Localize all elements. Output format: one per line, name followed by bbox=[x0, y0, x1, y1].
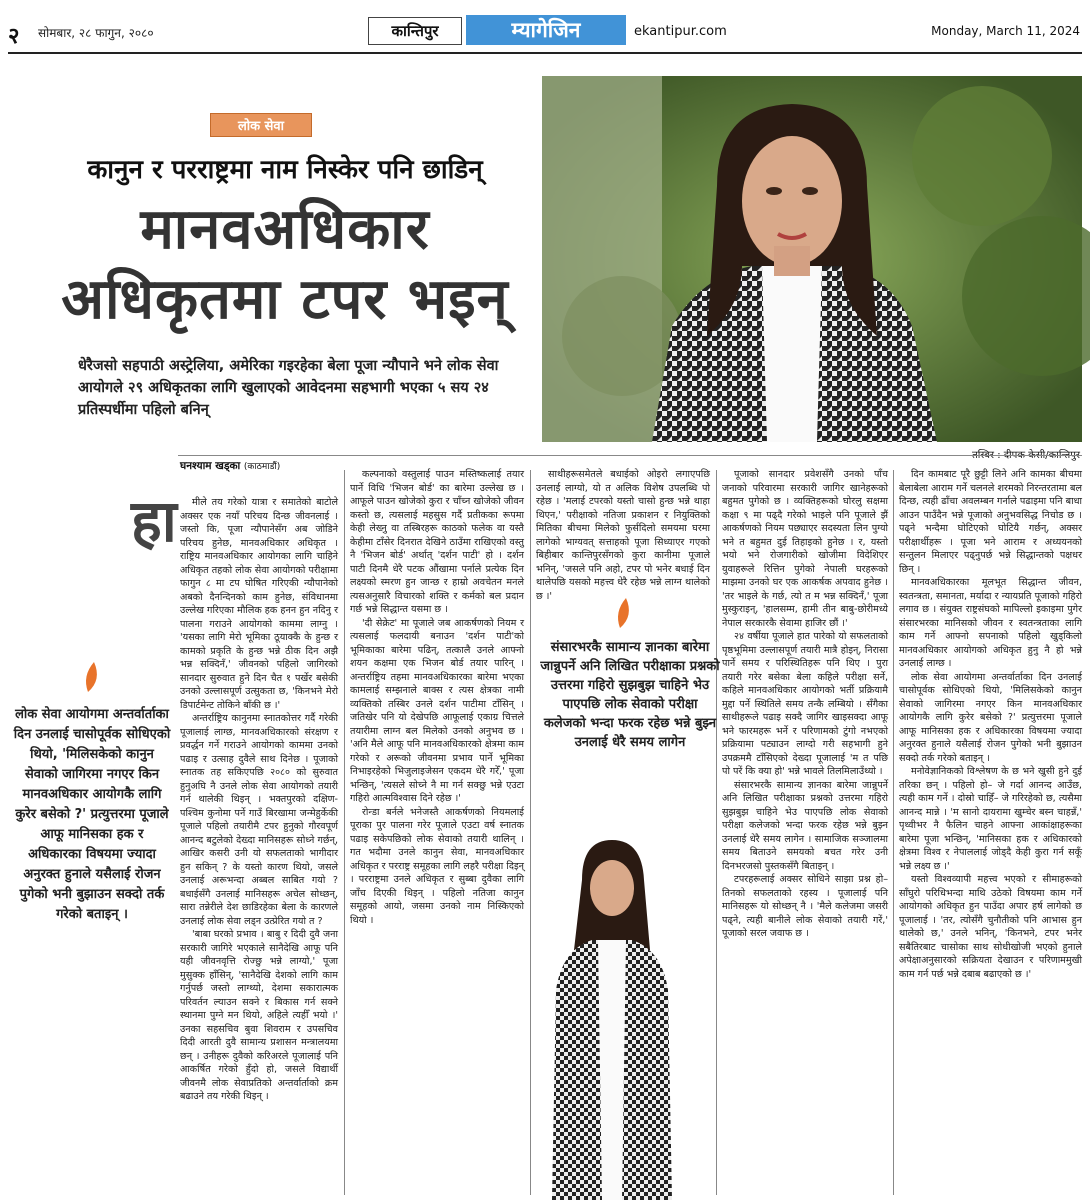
paragraph: मानवअधिकारका मूलभूत सिद्धान्त जीवन, स्वतन्त्रता, समानता, मर्यादा र न्यायप्रति पूजाको गहिरो लगाव छ । संयुक्त राष्ट्रसंघको मापिल्लो इकाइमा पुगेर संसारभरका मानिसको जीवन र स्वतन्त्रताका लागि काम गर्ने आफ्नो सपनाको पहिलो खुड्किलो मानवअधिकार आयोगको अधिकृत हुनु नै हो भन्ने उनलाई लाग्छ । bbox=[899, 577, 1082, 669]
full-figure-illustration bbox=[532, 840, 692, 1200]
paragraph: मनोवेज्ञानिकको विश्लेषण के छ भने खुसी हुने दुई तरिका छन् । पहिलो हो– जे गर्दा आनन्द आउँछ, त्यही काम गर्ने । दोस्रो चाहिँ– जे गरिरहेको छ, त्यसैमा आनन्द मान्ने । 'म सानो दायरामा खुम्चेर बस्न चाहन्नँ,' पृथ्वीभर नै फैलिन चाहने आफ्ना आकांक्षाहरूका बारेमा पूजा भन्छिन्, 'मानिसका हक र अधिकारको क्षेत्रमा विश्व र नेपाललाई जोड्दै केही कुरा गर्न सकूँ भन्ने लक्ष्य छ ।' bbox=[899, 766, 1082, 872]
nepali-date: सोमबार, २८ फागुन, २०८० bbox=[38, 26, 154, 40]
paragraph: संसारभरकै सामान्य ज्ञानका बारेमा जान्नुपर्ने अनि लिखित परीक्षाका प्रश्नको उत्तरमा गहिरो सुझबुझ चाहिने भेउ पाएपछि लोक सेवाको परीक्षा कलेजको भन्दा फरक रहेछ भन्ने बुझ्न उनलाई धेरै समय लागेन । सामाजिक सञ्जालमा समय बिताउने समयको बचत गरेर उनी दिनभरजसो पुस्तकसँगै बिताइन् । bbox=[722, 779, 888, 872]
paragraph: कल्पनाको वस्तुलाई पाउन मस्तिष्कलाई तयार पार्ने विधि 'भिजन बोर्ड' का बारेमा उल्लेख छ । आफूले पाउन खोजेको कुरा र चाँच्न खोजेको जीवन कस्तो छ, त्यसलाई महसुस गर्दै प्रतीकका रूपमा केही लेख्नु वा तस्बिरहरू काठको फलेक वा यस्तै केहीमा टाँसेर दिनरात देखिने ठाउँमा राखिएको वस्तु नै 'भिजन बोर्ड' अर्थात् 'दर्शन पाटी' हो । दर्शन पाटी दिनमै धेरै पटक औंखामा पर्नाले प्रत्येक दिन लक्ष्यको स्मरण हुन जान्छ र हाम्रो अवचेतन मनले त्यसअनुसारै विचारको शक्ति र कर्मको बल प्रदान गर्छ भन्ने सिद्धान्त यसमा छ । bbox=[350, 469, 524, 615]
byline bbox=[180, 459, 280, 473]
paragraph: लोक सेवा आयोगमा अन्तर्वार्ताका दिन उनलाई चासोपूर्वक सोधिएको थियो, 'मिलिसकेको कानुन सेवाको जागिरमा नगएर किन मानवअधिकार आयोगकै लागि कुरेर बसेको ?' प्रत्युत्तरमा पूजाले आफू मानिसका हक र अधिकारका विषयमा ज्यादा अनुरक्त हुनाले यसैलाई रोजन पुगेको भनी बुझाउन सक्दो तर्क गरेको बताइन् । bbox=[899, 671, 1082, 764]
headline-line-2: अधिकृतमा टपर भइन् bbox=[61, 267, 509, 332]
column-rule bbox=[716, 470, 717, 1195]
byline-name: घनश्याम खड्का bbox=[180, 460, 241, 472]
paragraph: मीले तय गरेको यात्रा र समातेको बाटोले अक्सर एक नयाँ परिचय दिन्छ जीवनलाई । जस्तो कि, पूजा न्यौपानेसँग अब जोडिने परिचय हुनेछ, मानवअधिकार अधिकृत । राष्ट्रिय मानवअधिकार आयोगका लागि चाहिने अधिकृत तहको लोक सेवा आयोगको परीक्षामा फागुन ८ मा टप घोषित गरिएकी न्यौपानेको अबको दैनन्दिनको काम हुनेछ, संविधानमा उल्लेख गरिएका मौलिक हक हनन हुन नदिनु र पालना गराउने आयोगको काममा लाग्नु । 'यसका लागि मेरो भूमिका ठूयाक्कै के हुन्छ र कामको प्रकृति के हुन्छ भन्ने ठीक दिन अझै भन्न सक्दिनँ,' जीवनको पहिलो जागिरको सानदार सुरुवात हुने दिन चैत १ पर्खेर बसेकी उनको उल्लासपूर्ण उत्सुकता छ, 'किनभने मेरो डिपार्टमेन्ट तोकिने बाँकी छ ।' bbox=[180, 497, 338, 711]
english-date: Monday, March 11, 2024 bbox=[931, 24, 1080, 38]
standfirst: धेरैजसो सहपाठी अस्ट्रेलिया, अमेरिका गइरहेका बेला पूजा न्यौपाने भने लोक सेवा आयोगले २९ अधिकृतका लागि खुलाएको आवेदनमा सहभागी भएका ५ सय २४ प्रतिस्पर्धीमा पहिलो बनिन् bbox=[78, 358, 499, 418]
kicker: कानुन र परराष्ट्रमा नाम निस्केर पनि छाडिन् bbox=[87, 155, 483, 185]
quote-mark-icon bbox=[612, 596, 636, 634]
article-column-3 bbox=[536, 468, 710, 602]
paragraph: पूजाको सानदार प्रवेशसँगै उनको पाँच जनाको परिवारमा सरकारी जागिर खानेहरूको बहुमत पुगेको छ । व्यक्तिहरूको घोरलु सक्षमा कक्षा ९ मा पढ्दै गरेको भाइले पनि पूजाले झैं आकर्षणको नियम पछ्याएर सदस्यता लिन पुग्यो भने त बहुमत दुई तिहाइको हुनेछ । र, यस्तो भयो भने रोजगारीको खोजीमा विदेशिएर युवाहरूले रित्तिन पुगेको नेपाली घरहरूको माझमा उनको घर एक आकर्षक अपवाद हुनेछ । 'तर भाइले के गर्छ, त्यो त म भन्न सक्दिनँ,' पूजा मुस्कुराइन्, 'हालसम्म, हामी तीन बाबु-छोरीमध्ये नेपाल सरकारकै सेवामा हाजिर छौं ।' bbox=[722, 469, 888, 629]
column-rule bbox=[893, 470, 894, 1195]
paragraph: दिन कामबाट पूरै छुट्टी लिने अनि कामका बीचमा बेलाबेला आराम गर्ने चलनले शरमको निरन्तरतामा बल दिन्छ, त्यही ढाँचा अवलम्बन गर्नाले पढाइमा पनि बाधा आउन पाउँदैन भन्ने पूजाको अनुभवसिद्ध निचोड छ । पढ्ने भन्दैमा घोटिएको घोटियै गर्छन्, अक्सर परीक्षार्थीहरू । पूजा भने आराम र अध्ययनको सन्तुलन मिलाएर पढ्नुपर्छ भन्ने सिद्धान्तको पक्षधर छिन् । bbox=[899, 469, 1082, 575]
article-column-1 bbox=[180, 496, 338, 1196]
column-rule bbox=[530, 470, 531, 1195]
secondary-photo bbox=[532, 840, 692, 1200]
quote-mark-icon bbox=[80, 660, 104, 698]
paragraph: रोन्डा बर्नले भनेजस्तै आकर्षणको नियमलाई पूराका पुर पालना गरेर पूजाले एउटा वर्ष स्नातक पढाइ सकेपछिको लोक सेवाको तयारी थालिन् । गत भदौमा उनले कानुन सेवा, मानवअधिकार अधिकृत र परराष्ट्र समूहका लागि लहरै परीक्षा दिइन् । परराष्ट्रमा उनले अधिकृत र सुब्बा दुवैका लागि जाँच दिएकी थिइन् । पहिलो नतिजा कानुन समूहको आयो, जसमा उनको नाम निस्किएको थियो । bbox=[350, 806, 524, 926]
article-column-4 bbox=[722, 468, 888, 1196]
header-rule bbox=[8, 52, 1082, 54]
paragraph: अन्तर्राष्ट्रिय कानुनमा स्नातकोत्तर गर्दै गरेकी पूजालाई लाग्छ, मानवअधिकारको संरक्षण र प्रवर्द्धन गर्ने गराउने आयोगको काममा उनको पढाइ र उत्साह दुवैले साथ दिनेछ । पूजाको स्नातक तह सकिएपछि २०८० को सुरुवात हुनुअघि नै उनले लोक सेवा आयोगको तयारी गर्न थालेकी थिइन् । भक्तपुरको दक्षिण-पश्चिम कुनोमा पर्ने गाउँ बिरखामा जन्मेहुर्केकी पूजाले पहिलो तयारीमै टपर हुनुको गौरवपूर्ण आनन्द बटुलेको देख्दा मानिसहरू सोध्ने गर्छन्, आखिर कसरी उनी यो सफलताको भागीदार हुन सकिन् ? के यस्तो कारण थियो, जसले उनलाई अरूभन्दा अब्बल साबित गयो ? बधाईसँगै उनलाई मानिसहरू अचेल सोध्छन्, सारा तन्नेरीले देश छाडिरहेका बेला के कारणले उनलाई लोक सेवा लड्न उत्प्रेरित गयो त ? bbox=[180, 713, 338, 927]
portrait-illustration bbox=[542, 76, 1082, 442]
body-top-rule bbox=[178, 455, 1082, 456]
paragraph: साथीहरूसमेतले बधाईको ओइरो लगाएपछि उनलाई लाग्यो, यो त अलिक विशेष उपलब्धि पो रहेछ । 'मलाई टपरको यस्तो चासो हुन्छ भन्ने थाहा थिएन,' परीक्षाको नतिजा प्रकाशन र नियुक्तिको मितिका बीचमा मिलेको फुर्सदिलो समयमा घरमा लागेको भाग्यवत् सत्ताहको पूजा सिध्याएर गएको बिहीबार कान्तिपुरसँगको कुरा कानीमा पूजाले भनिन्, 'जसले पनि अहो, टपर पो भनेर बधाई दिन थालेपछि यसको महत्त्व धेरै रहेछ भन्ने लाग्न थालेको छ ।' bbox=[536, 469, 710, 602]
paragraph: 'बाबा घरको प्रभाव । बाबु र दिदी दुवै जना सरकारी जागिरे भएकाले सानैदेखि आफू पनि यही जीवनवृत्ति रोज्छु भन्ने लाग्यो,' पूजा मुसुक्क हाँसिन्, 'सानैदेखि देशको लागि काम गर्नुपर्छ जस्तो लाग्थ्यो, देशमा सकारात्मक परिवर्तन ल्याउन सक्ने र बिकास गर्न सक्ने स्थानमा पुग्ने मन थियो, अहिले त्यहीँ भयो ।' उनका सहसचिव बुवा शिवराम र उपसचिव दिदी आरती दुवै सामान्य प्रशासन मन्त्रालयमा छन् । उनीहरू दुवैको करिअरले पूजालाई पनि आकर्षित गरेको हुँदो हो, जसले विद्यार्थी जीवनमै लोक सेवाप्रतिको अन्तर्वार्ताको क्रम बढाउने तय गरेकी थिइन् । bbox=[180, 929, 338, 1102]
paragraph: टपरहरूलाई अक्सर सोधिने साझा प्रश्न हो– तिनको सफलताको रहस्य । पूजालाई पनि मानिसहरू यो सोध्छन् नै । 'मैले कलेजमा जसरी पढ्ने, त्यही बानीले लोक सेवाको तयारी गरें,' पूजाको सरल जवाफ छ । bbox=[722, 874, 888, 939]
paragraph: यस्तो विश्वव्यापी महत्त्व भएको र सीमाहरूको साँघुरो परिधिभन्दा माथि उठेको विषयमा काम गर्ने आयोगको अधिकृत हुन पाउँदा अपार हर्ष लागेको छ पूजालाई । 'तर, त्योसँगै चुनौतीको पनि आभास हुन थालेको छ,' उनले भनिन्, 'किनभने, टपर भनेर सबैतिरबाट चासोका साथ सोधीखोजी भएको हुनाले अपेक्षाअनुसारको सक्रियता देखाउन र परिणाममुखी काम गर्न पर्छ भन्ने दबाब बढाएको छ ।' bbox=[899, 874, 1082, 980]
byline-place: (काठमाडौं) bbox=[243, 462, 281, 472]
column-rule bbox=[344, 470, 345, 1195]
side-pull-quote: लोक सेवा आयोगमा अन्तर्वार्ताका दिन उनलाई चासोपूर्वक सोधिएको थियो, 'मिलिसकेको कानुन सेवाको जागिरमा नगएर किन मानवअधिकार आयोगकै लागि कुरेर बसेको ?' प्रत्युत्तरमा पूजाले आफू मानिसका हक र अधिकारका विषयमा ज्यादा अनुरक्त हुनाले यसैलाई रोजन पुगेको भनी बुझाउन सक्दो तर्क गरेको बताइन् । bbox=[13, 707, 171, 922]
website-url: ekantipur.com bbox=[634, 24, 727, 39]
page-number: २ bbox=[8, 24, 20, 49]
paragraph: 'दी सेक्रेट' मा पूजाले जब आकर्षणको नियम र त्यसलाई फलदायी बनाउन 'दर्शन पाटी'को भूमिकाका बारेमा पढिन्, तत्कालै उनले आफ्नो शयन कक्षमा एक भिजन बोर्ड तयार पारिन् । अन्तर्राष्ट्रिय तहमा मानवअधिकारका बारेमा भएका कामलाई सम्झनाले बाक्स र त्यस क्षेत्रका नामी व्यक्तिको तस्बिर उनले दर्शन पाटीमा टाँसिन् । जतिखेर पनि यो देखेपछि आफूलाई एकाग्र चित्तले तयारीमा लाग्न बल मिलेको उनको अनुभव छ । 'अनि मैले आफू पनि मानवअधिकारको क्षेत्रमा काम गरेको र अरूको जीवनमा प्रभाव पार्ने भूमिका निभाइरहेको भिजुलाइजेसन एकदम धेरै गरेँ,' पूजा भन्छिन्, 'त्यसले सोच्ने नै मा गर्न सक्छु भन्ने एउटा गहिरो आत्मविश्वास दिने रहेछ ।' bbox=[350, 617, 524, 804]
photo-credit bbox=[880, 447, 1080, 461]
masthead-kantipur: कान्तिपुर bbox=[368, 17, 462, 45]
headline-line-1: मानवअधिकार bbox=[140, 197, 430, 262]
main-photo bbox=[542, 76, 1082, 442]
category-tag: लोक सेवा bbox=[210, 113, 312, 137]
paragraph: २४ वर्षीया पूजाले हात पारेको यो सफलताको पृष्ठभूमिमा उल्लासपूर्ण तयारी मात्रै होइन्, निरासा पार्ने समय र परिस्थितिहरू पनि थिए । पुरा तयारी गरेर बसेका बेला कहिले परीक्षा सर्ने, कहिले मानवअधिकार आयोगको भर्ती प्रक्रियामै मुद्दा पर्ने स्थितिले समय तन्कै लम्बियो । सँगैका साथीहरूले पढाइ सक्दै जागिर खाइसक्दा आफू भने फारमहरू भर्ने र परिणामको टुंगो नभएको प्रक्रियामा पट्याउन लाग्दो गरी सहभागी हुने उपक्रममै टाँसिएको देख्दा पूजालाई 'म त पछि पो परें कि क्या हो' भन्ने भावले तिलमिलाउँथ्यो । bbox=[722, 631, 888, 777]
pull-quote: संसारभरकै सामान्य ज्ञानका बारेमा जान्नुपर्ने अनि लिखित परीक्षाका प्रश्नको उत्तरमा गहिरो सुझबुझ चाहिने भेउ पाएपछि लोक सेवाको परीक्षा कलेजको भन्दा फरक रहेछ भन्ने बुझ्न उनलाई धेरै समय लागेन bbox=[540, 640, 720, 750]
section-magazine-banner: म्यागेजिन bbox=[466, 15, 626, 45]
drop-cap: हा bbox=[131, 487, 177, 555]
article-column-5 bbox=[899, 468, 1082, 1196]
article-column-2 bbox=[350, 468, 524, 1196]
